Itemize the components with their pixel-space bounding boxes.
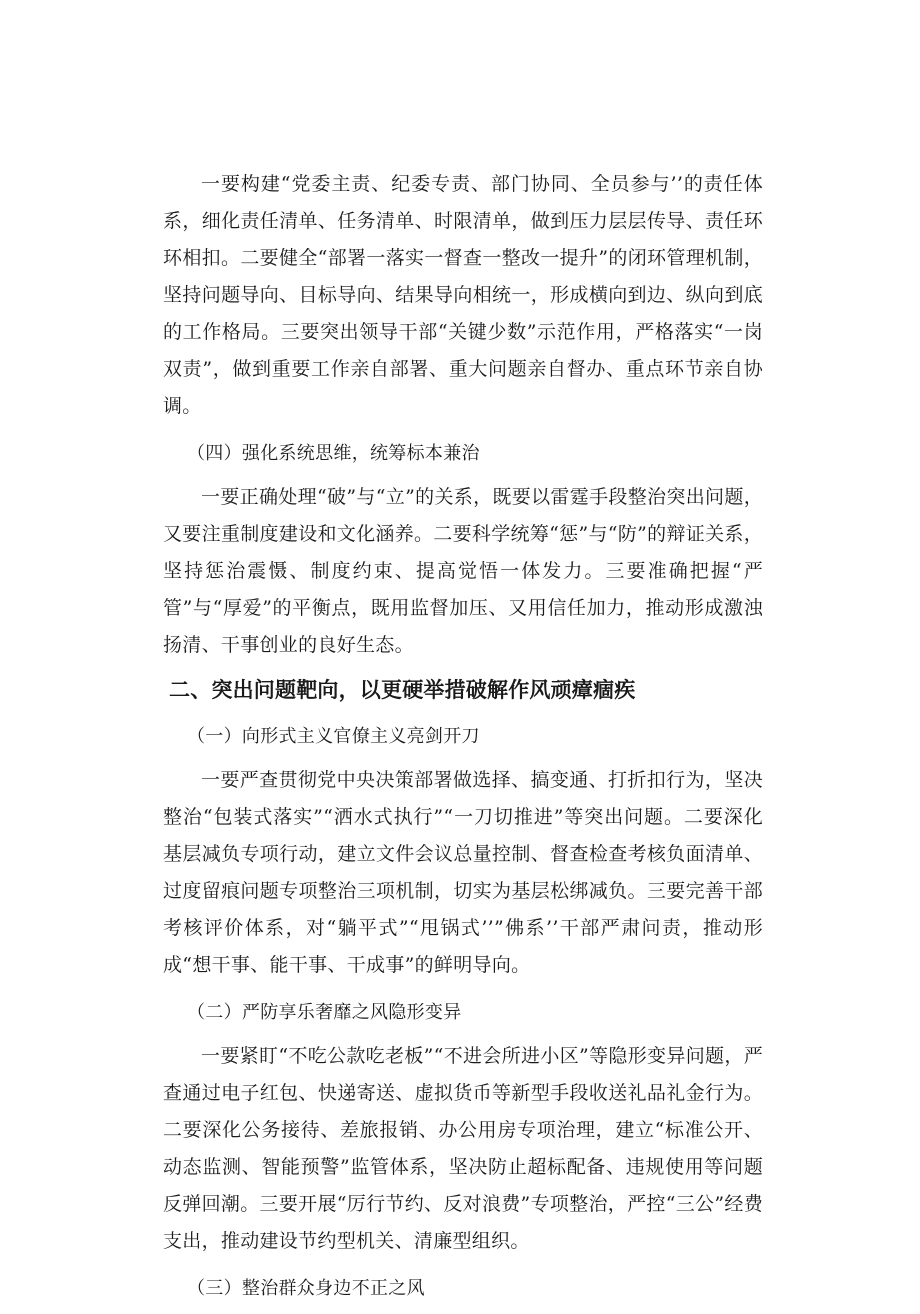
subheading-hedonism: （二）严防享乐奢靡之风隐形变异	[187, 1002, 462, 1023]
subheading-formalism: （一）向形式主义官僚主义亮剑开刀	[187, 726, 480, 747]
body-paragraph: 一要正确处理“破”与“立”的关系，既要以雷霆手段整治突出问题，又要注重制度建设和文化涵养。二要科学统筹“惩”与“防”的辩证关系，坚持惩治震慑、制度约束、提高觉悟一体发力。三要准确把握“严管”与“厚爱”的平衡点，既用监督加压、又用信任加力，推动形成激浊扬清、干事创业的良好生态。	[163, 486, 763, 656]
subheading-misconduct-near-masses: （三）整治群众身边不正之风	[187, 1278, 425, 1299]
paragraph-responsibility-system	[163, 166, 763, 425]
subheading-systematic-thinking: （四）强化系统思维，统筹标本兼治	[187, 443, 480, 464]
body-paragraph: 一要紧盯“不吃公款吃老板”“不进会所进小区”等隐形变异问题，严查通过电子红包、快递寄送、虚拟货币等新型手段收送礼品礼金行为。二要深化公务接待、差旅报销、办公用房专项治理，建立“标准公开、动态监测、智能预警”监管体系，坚决防止超标配备、违规使用等问题反弹回潮。三要开展“厉行节约、反对浪费”专项整治，严控“三公”经费支出，推动建设节约型机关、清廉型组织。	[163, 1045, 763, 1252]
body-paragraph: 一要严查贯彻党中央决策部署做选择、搞变通、打折扣行为，坚决整治“包装式落实”“洒水式执行”“一刀切推进”等突出问题。二要深化基层减负专项行动，建立文件会议总量控制、督查检查考核负面清单、过度留痕问题专项整治三项机制，切实为基层松绑减负。三要完善干部考核评价体系，对“躺平式”“甩锅式’’”佛系’’干部严肃问责，推动形成“想干事、能干事、干成事”的鲜明导向。	[163, 769, 763, 976]
section-heading-2: 二、突出问题靶向，以更硬举措破解作风顽瘴痼疾	[169, 678, 636, 702]
body-paragraph: 一要构建“党委主责、纪委专责、部门协同、全员参与’’的责任体系，细化责任清单、任务清单、时限清单，做到压力层层传导、责任环环相扣。二要健全“部署一落实一督查一整改一提升”的闭环管理机制，坚持问题导向、目标导向、结果导向相统一，形成横向到边、纵向到底的工作格局。三要突出领导干部“关键少数”示范作用，严格落实“一岗双责”，做到重要工作亲自部署、重大问题亲自督办、重点环节亲自协调。	[163, 173, 763, 417]
paragraph-systematic-thinking	[163, 479, 763, 664]
paragraph-hedonism	[163, 1038, 763, 1260]
document-body	[163, 166, 763, 1314]
paragraph-formalism	[163, 762, 763, 984]
